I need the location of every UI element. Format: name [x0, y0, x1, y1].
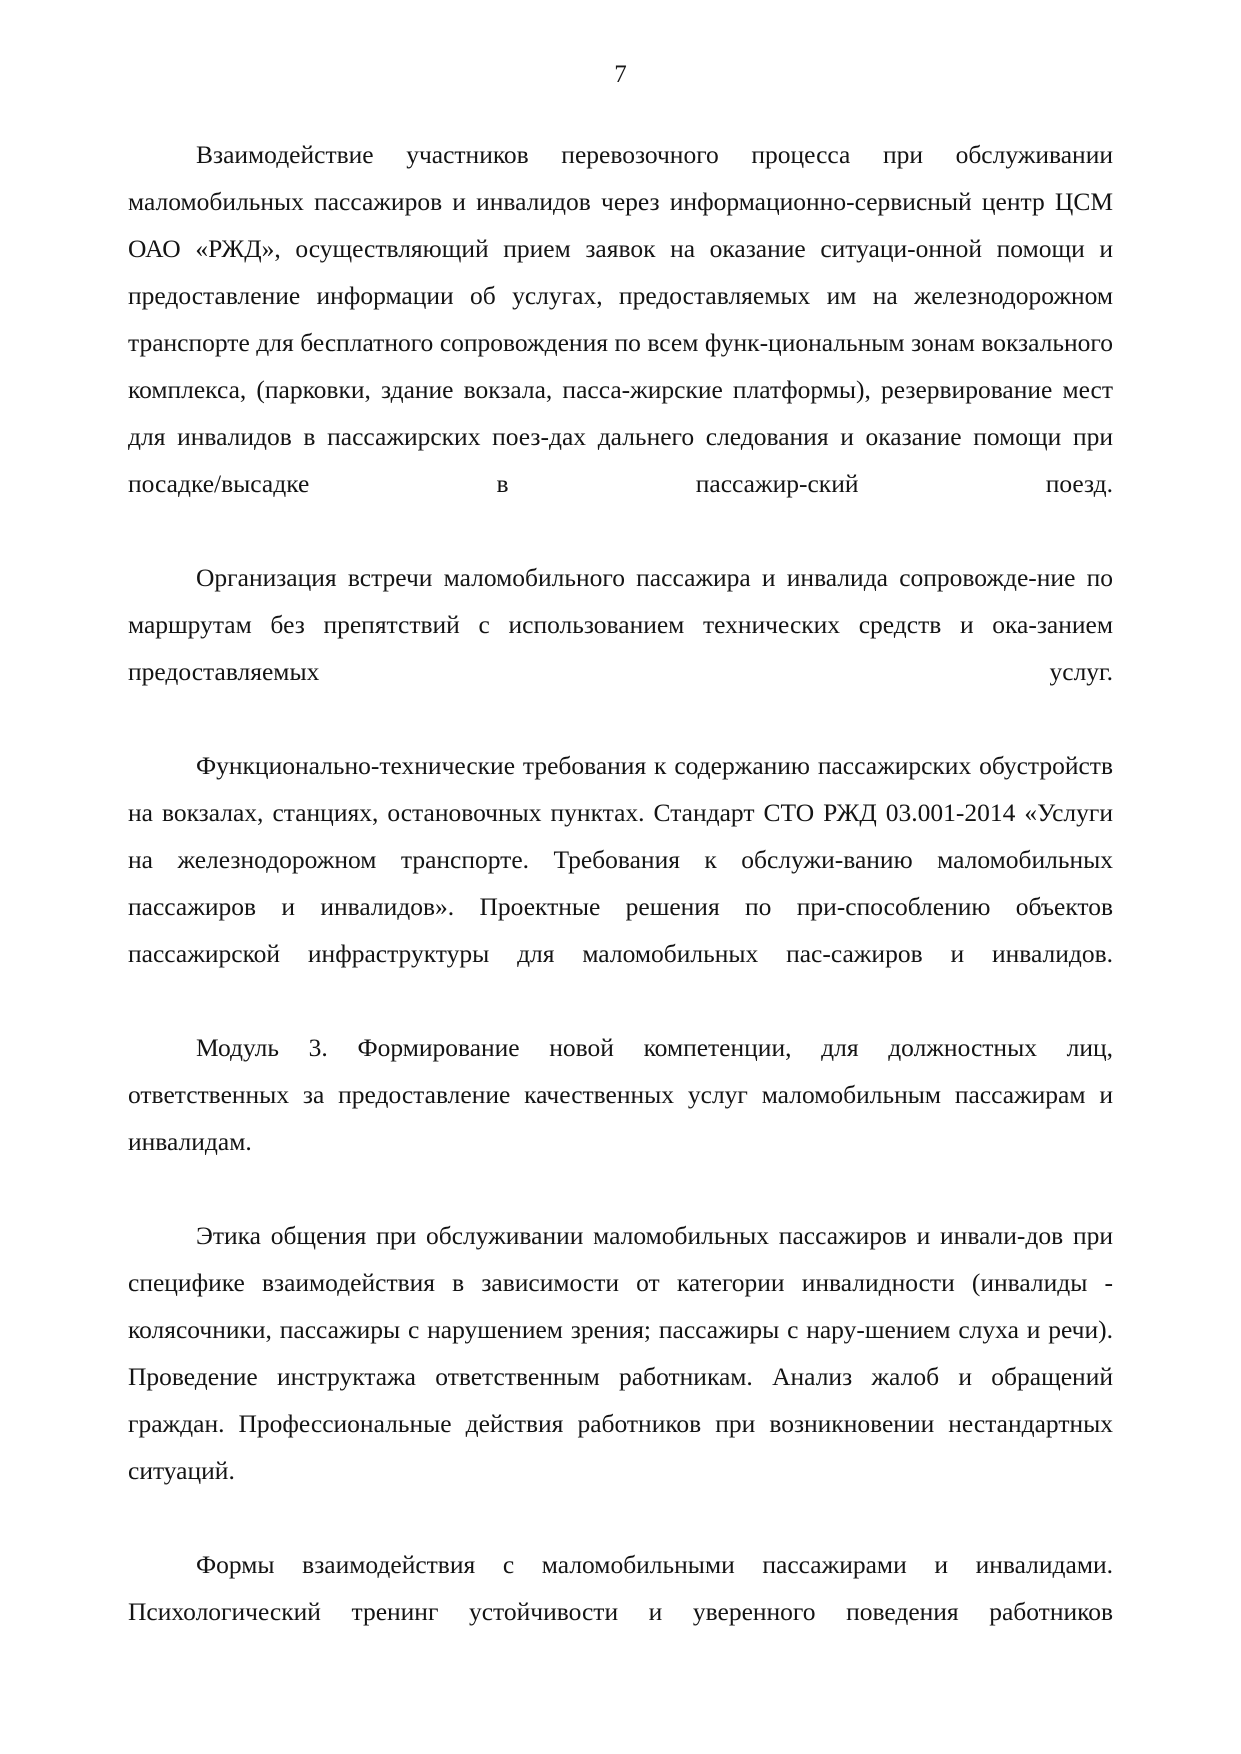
- paragraph: Этика общения при обслуживании маломобильных пассажиров и инвали-дов при специфике взаимодействия в зависимости от категории инвалидности (инвалиды - колясочники, пассажиры с нарушением зрения; пассажиры с нару-шением слуха и речи). Проведение инструктажа ответственным работникам. Анализ жалоб и обращений граждан. Профессиональные действия работников при возникновении нестандартных ситуаций.: [128, 1221, 1113, 1485]
- paragraph: Взаимодействие участников перевозочного процесса при обслуживании маломобильных пассажиров и инвалидов через информационно-сервисный центр ЦСМ ОАО «РЖД», осуществляющий прием заявок на оказание ситуаци-онной помощи и предоставление информации об услугах, предоставляемых им на железнодорожном транспорте для бесплатного сопровождения по всем функ-циональным зонам вокзального комплекса, (парковки, здание вокзала, пасса-жирские платформы), резервирование мест для инвалидов в пассажирских поез-дах дальнего следования и оказание помощи при посадке/высадке в пассажир-ский поезд.: [128, 140, 1113, 498]
- paragraph: Модуль 3. Формирование новой компетенции, для должностных лиц, ответственных за предоставление качественных услуг маломобильным пассажирам и инвалидам.: [128, 1033, 1113, 1156]
- page-number: 7: [614, 61, 627, 88]
- paragraph: Организация встречи маломобильного пассажира и инвалида сопровожде-ние по маршрутам без препятствий с использованием технических средств и ока-занием предоставляемых услуг.: [128, 563, 1113, 686]
- paragraph: Формы взаимодействия с маломобильными пассажирами и инвалидами. Психологический тренинг устойчивости и уверенного поведения работников: [128, 1550, 1113, 1626]
- paragraph: Функционально-технические требования к содержанию пассажирских обустройств на вокзалах, станциях, остановочных пунктах. Стандарт СТО РЖД 03.001-2014 «Услуги на железнодорожном транспорте. Требования к обслужи-ванию маломобильных пассажиров и инвалидов». Проектные решения по при-способлению объектов пассажирской инфраструктуры для маломобильных пас-сажиров и инвалидов.: [128, 751, 1113, 968]
- document-body: [128, 131, 1113, 1682]
